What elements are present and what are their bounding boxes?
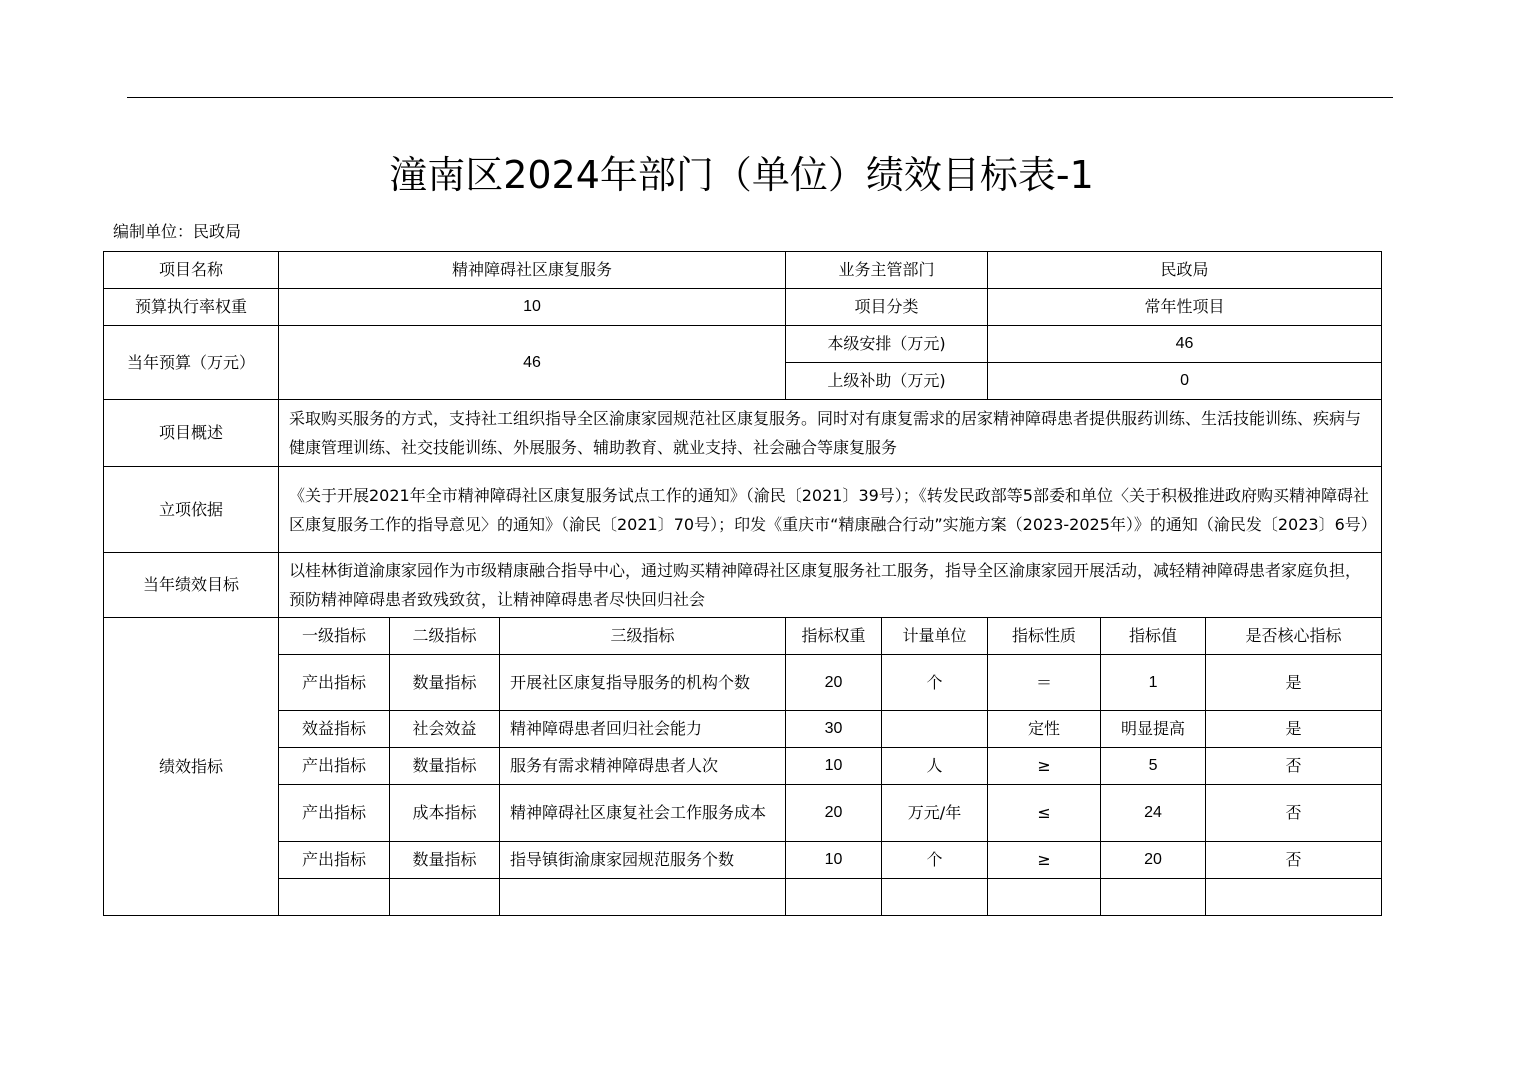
core-cell: 否 [1206, 748, 1382, 785]
header-cell: 计量单位 [882, 618, 988, 655]
level2-cell: 数量指标 [390, 748, 500, 785]
level1-cell: 产出指标 [279, 785, 390, 842]
performance-table [103, 251, 1382, 916]
unit-cell: 个 [882, 842, 988, 879]
row-overview [104, 400, 1382, 467]
dept-value: 民政局 [988, 252, 1382, 289]
level3-cell: 开展社区康复指导服务的机构个数 [500, 655, 786, 711]
core-cell: 否 [1206, 785, 1382, 842]
row-weight [104, 289, 1382, 326]
basis-label: 立项依据 [104, 467, 279, 553]
indicators-label: 绩效指标 [104, 618, 279, 916]
goal-text: 以桂林街道渝康家园作为市级精康融合指导中心，通过购买精神障碍社区康复服务社工服务，指导全区渝康家园开展活动，减轻精神障碍患者家庭负担，预防精神障碍患者致残致贫，让精神障碍患者尽快回归社会 [279, 553, 1382, 618]
upper-value: 0 [988, 363, 1382, 400]
top-rule [127, 97, 1393, 98]
level2-cell: 社会效益 [390, 711, 500, 748]
level2-cell: 数量指标 [390, 842, 500, 879]
table-row [104, 842, 1382, 879]
header-cell: 指标权重 [786, 618, 882, 655]
unit-cell: 个 [882, 655, 988, 711]
value-cell: 24 [1101, 785, 1206, 842]
empty-cell [500, 879, 786, 916]
value-cell: 明显提高 [1101, 711, 1206, 748]
weight-cell: 10 [786, 748, 882, 785]
page-title: 潼南区2024年部门（单位）绩效目标表-1 [389, 153, 1094, 197]
nature-cell: ≥ [988, 842, 1101, 879]
level2-cell: 成本指标 [390, 785, 500, 842]
row-basis [104, 467, 1382, 553]
level1-cell: 效益指标 [279, 711, 390, 748]
header-cell: 是否核心指标 [1206, 618, 1382, 655]
empty-cell [279, 879, 390, 916]
unit-cell [882, 711, 988, 748]
empty-cell [882, 879, 988, 916]
level3-cell: 精神障碍社区康复社会工作服务成本 [500, 785, 786, 842]
value-cell: 5 [1101, 748, 1206, 785]
core-cell: 是 [1206, 655, 1382, 711]
nature-cell: ＝ [988, 655, 1101, 711]
project-name-value: 精神障碍社区康复服务 [279, 252, 786, 289]
empty-row [104, 879, 1382, 916]
level3-cell: 指导镇街渝康家园规范服务个数 [500, 842, 786, 879]
header-cell: 一级指标 [279, 618, 390, 655]
level3-cell: 服务有需求精神障碍患者人次 [500, 748, 786, 785]
level1-cell: 产出指标 [279, 655, 390, 711]
overview-text: 采取购买服务的方式，支持社工组织指导全区渝康家园规范社区康复服务。同时对有康复需求的居家精神障碍患者提供服药训练、生活技能训练、疾病与健康管理训练、社交技能训练、外展服务、辅助教育、就业支持、社会融合等康复服务 [279, 400, 1382, 467]
local-value: 46 [988, 326, 1382, 363]
header-cell: 指标值 [1101, 618, 1206, 655]
table-row [104, 655, 1382, 711]
empty-cell [786, 879, 882, 916]
header-cell: 指标性质 [988, 618, 1101, 655]
core-cell: 是 [1206, 711, 1382, 748]
level3-cell: 精神障碍患者回归社会能力 [500, 711, 786, 748]
indicator-header-row [104, 618, 1382, 655]
project-name-label: 项目名称 [104, 252, 279, 289]
nature-cell: ≤ [988, 785, 1101, 842]
budget-label: 当年预算（万元） [104, 326, 279, 400]
local-label: 本级安排（万元) [786, 326, 988, 363]
budget-value: 46 [279, 326, 786, 400]
header-cell: 三级指标 [500, 618, 786, 655]
unit-cell: 万元/年 [882, 785, 988, 842]
empty-cell [390, 879, 500, 916]
table-row [104, 711, 1382, 748]
weight-label: 预算执行率权重 [104, 289, 279, 326]
empty-cell [1101, 879, 1206, 916]
core-cell: 否 [1206, 842, 1382, 879]
level1-cell: 产出指标 [279, 842, 390, 879]
value-cell: 1 [1101, 655, 1206, 711]
upper-label: 上级补助（万元) [786, 363, 988, 400]
compiling-unit: 编制单位：民政局 [113, 222, 242, 241]
weight-value: 10 [279, 289, 786, 326]
table-row [104, 748, 1382, 785]
nature-cell: ≥ [988, 748, 1101, 785]
overview-label: 项目概述 [104, 400, 279, 467]
basis-text: 《关于开展2021年全市精神障碍社区康复服务试点工作的通知》（渝民〔2021〕39号）；《转发民政部等5部委和单位〈关于积极推进政府购买精神障碍社区康复服务工作的指导意见〉的通知》（渝民〔2021〕70号）；印发《重庆市“精康融合行动”实施方案（2023-2025年）》的通知（渝民发〔2023〕6号） [279, 467, 1382, 553]
value-cell: 20 [1101, 842, 1206, 879]
weight-cell: 30 [786, 711, 882, 748]
row-goal [104, 553, 1382, 618]
weight-cell: 20 [786, 655, 882, 711]
category-value: 常年性项目 [988, 289, 1382, 326]
row-project-name [104, 252, 1382, 289]
table-row [104, 785, 1382, 842]
unit-cell: 人 [882, 748, 988, 785]
level1-cell: 产出指标 [279, 748, 390, 785]
header-cell: 二级指标 [390, 618, 500, 655]
row-budget [104, 326, 1382, 363]
empty-cell [988, 879, 1101, 916]
category-label: 项目分类 [786, 289, 988, 326]
nature-cell: 定性 [988, 711, 1101, 748]
level2-cell: 数量指标 [390, 655, 500, 711]
weight-cell: 10 [786, 842, 882, 879]
dept-label: 业务主管部门 [786, 252, 988, 289]
goal-label: 当年绩效目标 [104, 553, 279, 618]
weight-cell: 20 [786, 785, 882, 842]
empty-cell [1206, 879, 1382, 916]
